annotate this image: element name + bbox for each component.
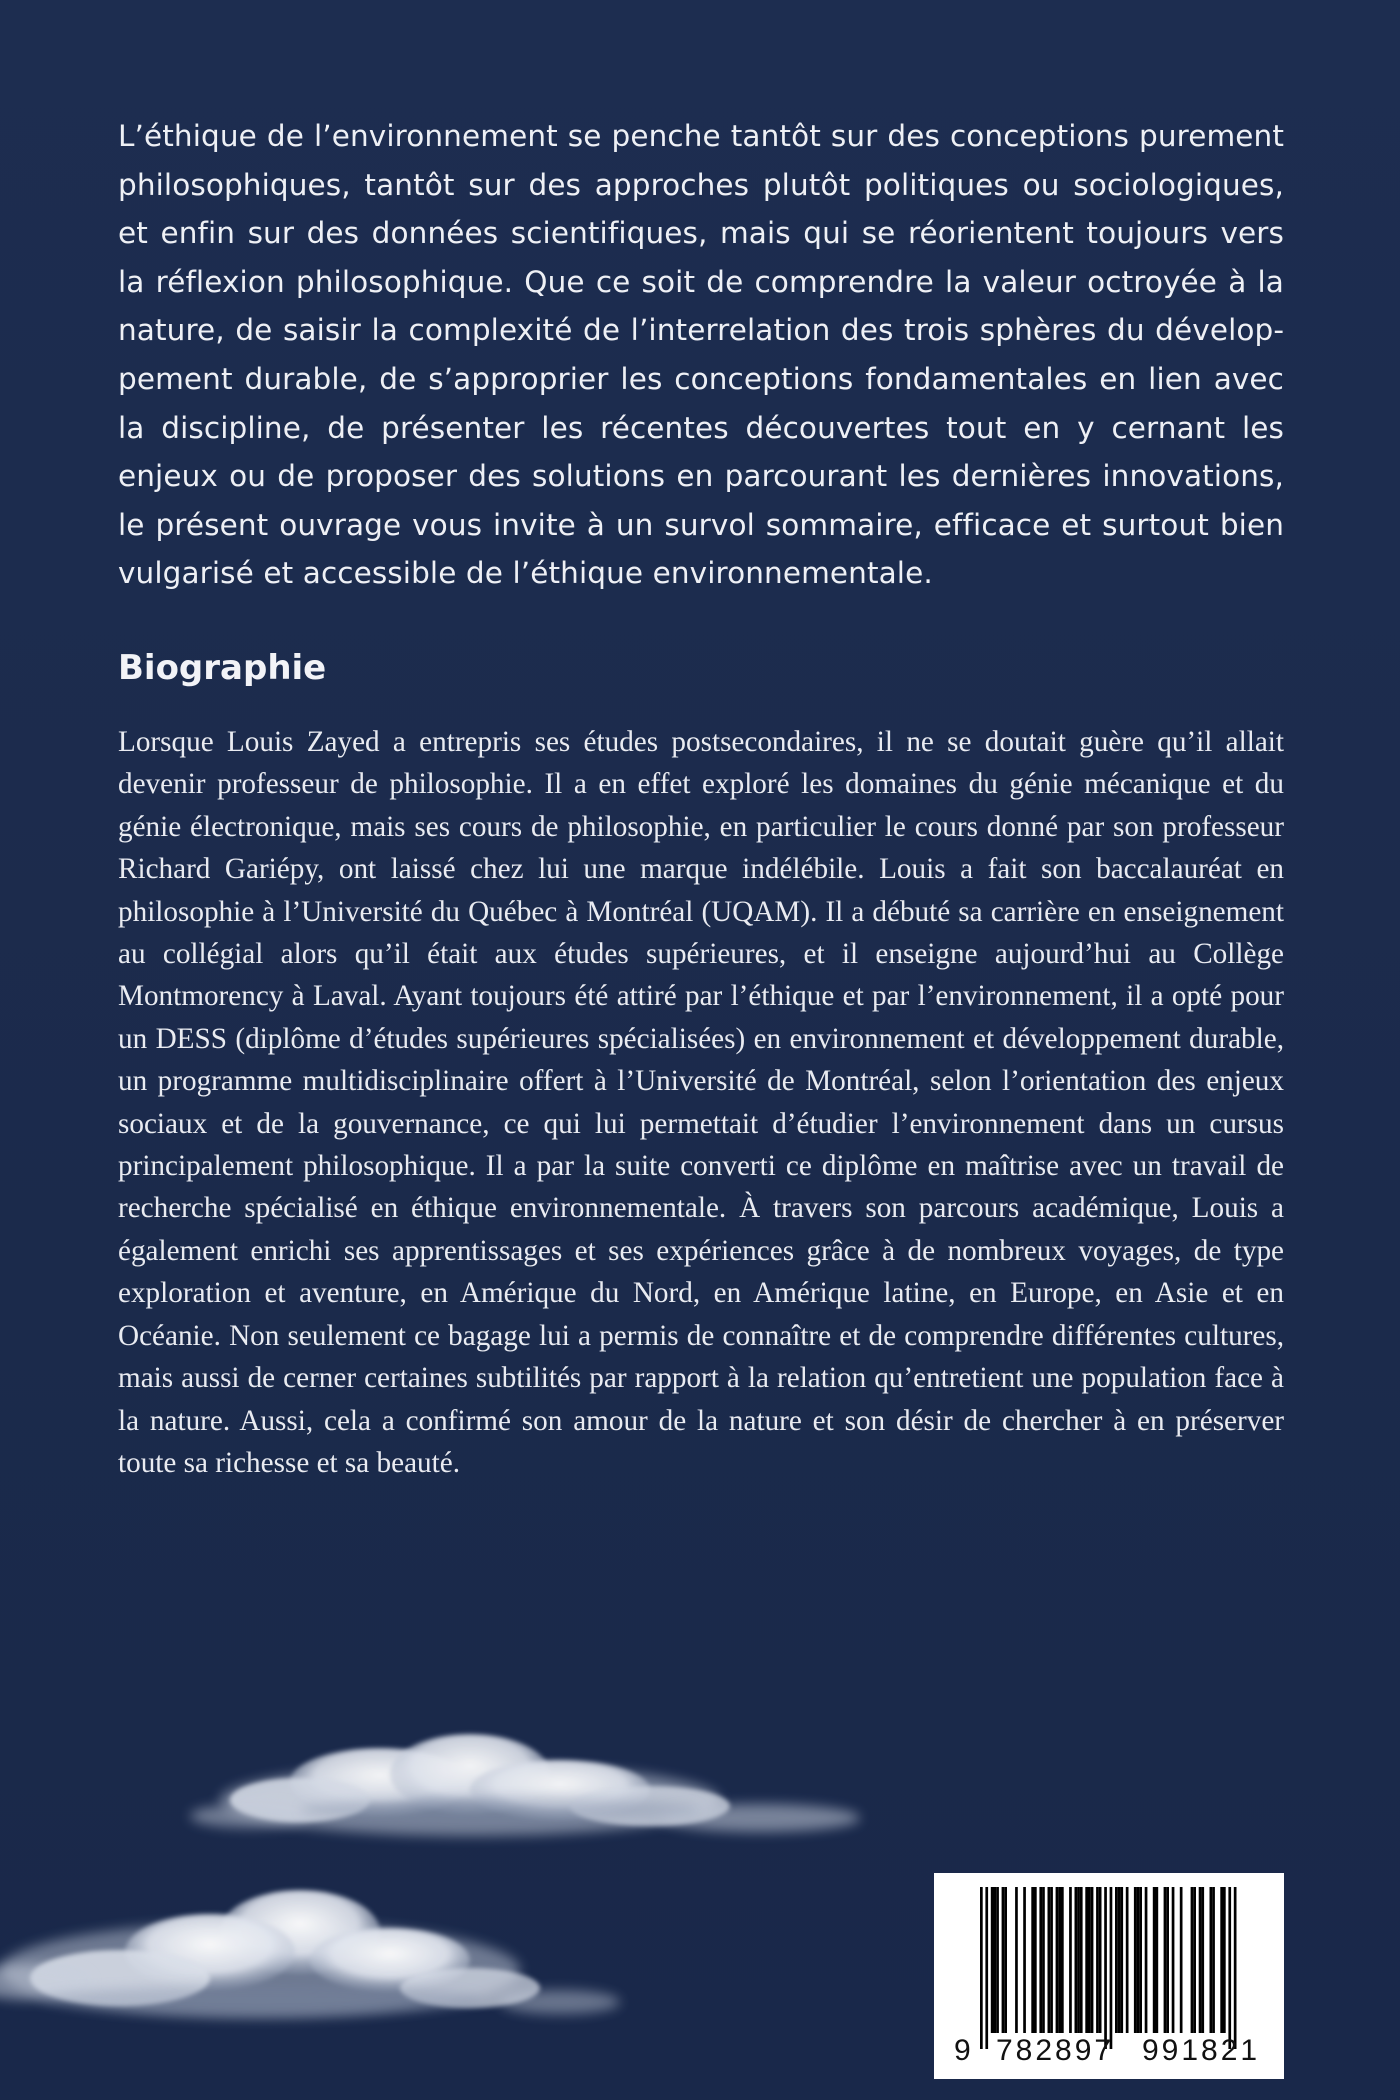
barcode-bar bbox=[1115, 1887, 1118, 2033]
barcode-bar bbox=[1201, 1887, 1204, 2033]
barcode-bar bbox=[1145, 1887, 1148, 2033]
barcode-bar bbox=[985, 1887, 988, 2049]
barcode-bar bbox=[1088, 1887, 1091, 2033]
biography-paragraph: Lorsque Louis Zayed a entrepris ses études postsecondaires, il ne se doutait guère qu’il allait devenir professeur de philosophie. Il a en effet exploré les domaines du génie mécanique et du génie électronique, mais ses cours de philosophie, en particulier le cours donné par son professeur Richard Gariépy, ont laissé chez lui une marque indélébile. Louis a fait son baccalauréat en philosophie à l’Université du Québec à Montréal (UQAM). Il a débuté sa carrière en enseignement au collégial alors qu’il était aux études supérieures, et il enseigne aujourd’hui au Collège Montmorency à Laval. Ayant toujours été attiré par l’éthique et par l’environnement, il a opté pour un DESS (diplôme d’études supérieures spécialisées) en environnement et développement durable, un programme multidisciplinaire offert à l’Université de Montréal, selon l’orientation des enjeux sociaux et de la gouvernance, ce qui lui permettait d’étudier l’environnement dans un cursus principalement philosophique. Il a par la suite converti ce diplôme en maîtrise avec un travail de recherche spécialisé en éthique environnementale. À travers son parcours académique, Louis a également enrichi ses apprentissages et ses expériences grâce à de nombreux voyages, de type exploration et aventure, en Amérique du Nord, en Amérique latine, en Europe, en Asie et en Océanie. Non seulement ce bagage lui a permis de connaître et de comprendre différentes cultures, mais aussi de cerner certaines subtilités par rapport à la relation qu’entretient une population face à la nature. Aussi, cela a confirmé son amour de la nature et son désir de chercher à en préserver toute sa richesse et sa beauté. bbox=[118, 726, 1284, 1479]
barcode-bar bbox=[1220, 1887, 1223, 2033]
barcode-bar bbox=[1164, 1887, 1167, 2033]
barcode-bar bbox=[1023, 1887, 1026, 2033]
barcode-bar bbox=[1069, 1887, 1072, 2033]
summary-paragraph: L’éthique de l’environnement se penche tantôt sur des conceptions purement philosophiques, tantôt sur des approches plutôt politiques ou sociologiques, et enfin sur des données scientifiques, mais qui se réorientent toujours vers la réflexion philosophique. Que ce soit de comprendre la valeur octroyée à la nature, de saisir la complexité de l’interrelation des trois sphères du développement durable, de s’approprier les conceptions fondamentales en lien avec la discipline, de présenter les récentes découvertes tout en y cernant les enjeux ou de proposer des solutions en parcourant les dernières innovations, le présent ouvrage vous invite à un survol sommaire, efficace et surtout bien vulgarisé et accessible de l’éthique environnementale. bbox=[118, 119, 1284, 591]
barcode-bar bbox=[1134, 1887, 1137, 2033]
barcode-bar bbox=[1104, 1887, 1107, 2049]
barcode-bar bbox=[1061, 1887, 1064, 2033]
barcode-bar bbox=[1118, 1887, 1121, 2033]
barcode-bar bbox=[1172, 1887, 1175, 2033]
barcode-bar bbox=[1191, 1887, 1194, 2033]
barcode-left-group: 782897 bbox=[996, 2034, 1115, 2067]
barcode-bar bbox=[1234, 1887, 1237, 2049]
barcode-bar bbox=[1228, 1887, 1231, 2049]
barcode-bar bbox=[1139, 1887, 1142, 2033]
barcode-bar bbox=[1099, 1887, 1102, 2033]
barcode-bar bbox=[1212, 1887, 1215, 2033]
barcode-bar bbox=[1048, 1887, 1051, 2033]
biography-heading: Biographie bbox=[118, 648, 327, 688]
barcode-bar bbox=[1091, 1887, 1094, 2033]
isbn-barcode bbox=[934, 1873, 1284, 2079]
barcode-bar bbox=[1042, 1887, 1045, 2033]
barcode-bar bbox=[1056, 1887, 1059, 2033]
barcode-bar bbox=[996, 1887, 999, 2033]
barcode-bar bbox=[980, 1887, 983, 2049]
barcode-bar bbox=[1166, 1887, 1169, 2033]
clouds-illustration bbox=[0, 1700, 900, 2100]
barcode-bar bbox=[1223, 1887, 1226, 2033]
barcode-bar bbox=[1002, 1887, 1005, 2033]
barcode-bar bbox=[1137, 1887, 1140, 2033]
barcode-bar bbox=[1050, 1887, 1053, 2033]
barcode-bar bbox=[1126, 1887, 1129, 2033]
barcode-bar bbox=[1058, 1887, 1061, 2033]
barcode-bar bbox=[1077, 1887, 1080, 2033]
upper-cloud bbox=[190, 1734, 860, 1836]
barcode-bar bbox=[1120, 1887, 1123, 2033]
barcode-right-group: 991821 bbox=[1142, 2034, 1261, 2067]
barcode-bar bbox=[1075, 1887, 1078, 2033]
barcode-bar bbox=[1199, 1887, 1202, 2033]
barcode-bar bbox=[1210, 1887, 1213, 2033]
barcode-bar bbox=[1180, 1887, 1183, 2033]
barcode-bar bbox=[991, 1887, 994, 2033]
barcode-bar bbox=[1156, 1887, 1159, 2033]
barcode-bar bbox=[1096, 1887, 1099, 2033]
barcode-first-digit: 9 bbox=[954, 2034, 971, 2067]
lower-cloud bbox=[0, 1890, 620, 2018]
barcode-bar bbox=[1031, 1887, 1034, 2033]
barcode-bar bbox=[1153, 1887, 1156, 2033]
barcode-bar bbox=[1085, 1887, 1088, 2033]
barcode-bar bbox=[1034, 1887, 1037, 2033]
barcode-bar bbox=[1080, 1887, 1083, 2033]
barcode-bar bbox=[1110, 1887, 1113, 2049]
barcode-number bbox=[954, 2033, 1274, 2069]
barcode-bar bbox=[1015, 1887, 1018, 2033]
barcode-bar bbox=[1039, 1887, 1042, 2033]
barcode-bar bbox=[1004, 1887, 1007, 2033]
barcode-bar bbox=[994, 1887, 997, 2033]
barcode-bar bbox=[1193, 1887, 1196, 2033]
